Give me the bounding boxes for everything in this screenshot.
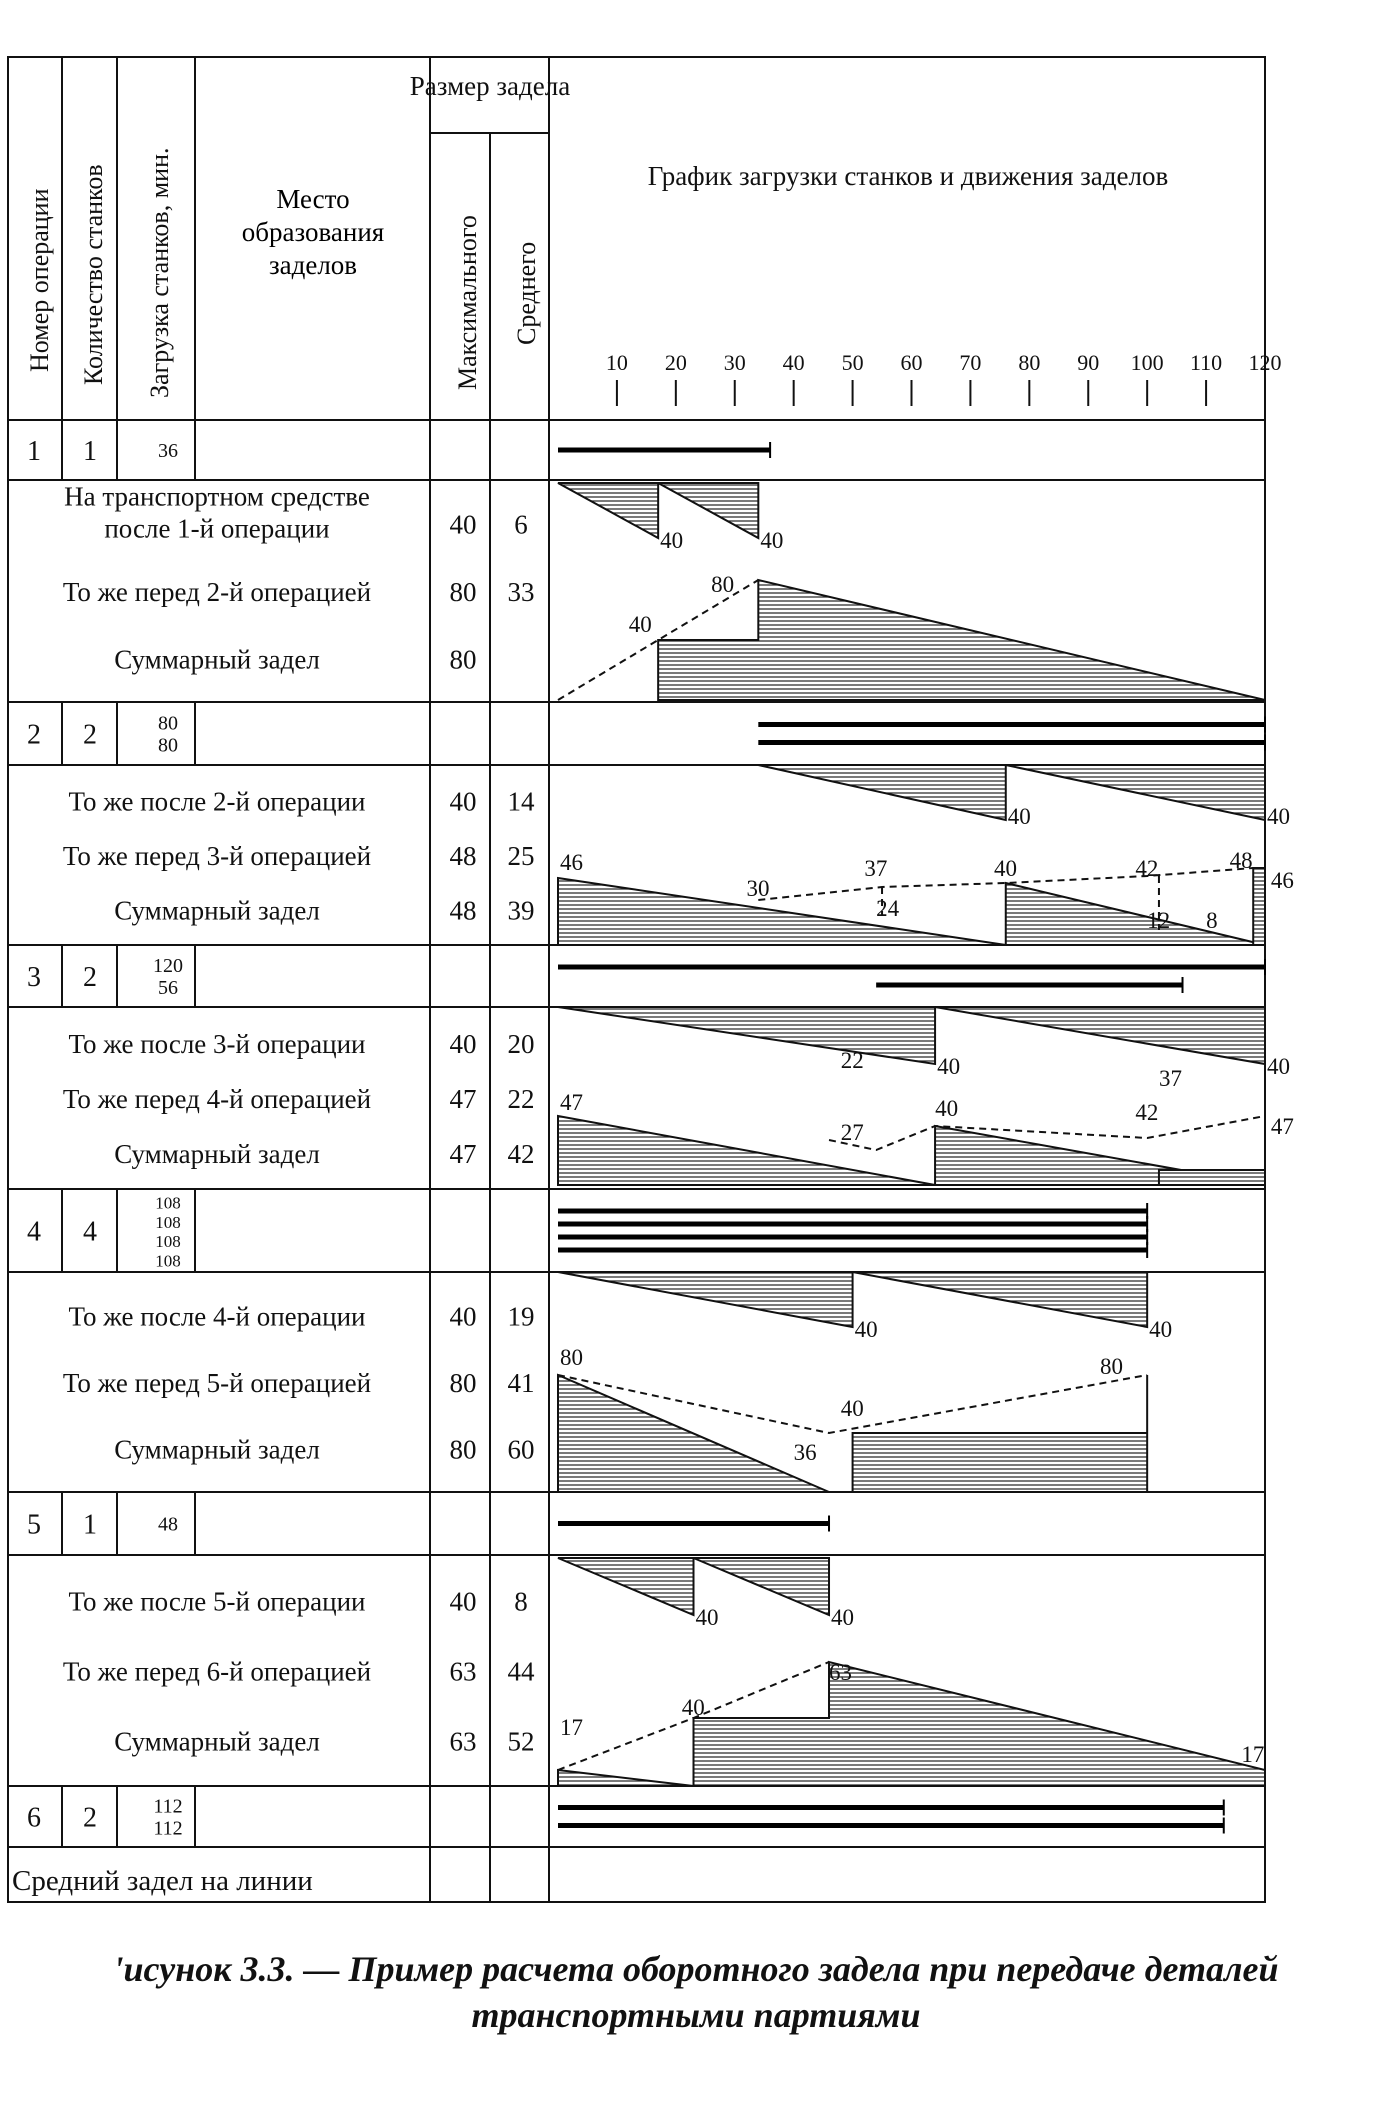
stock-value-label: 48 (1229, 848, 1253, 873)
stock-shape (935, 1007, 1265, 1064)
stock-value-label: 27 (840, 1120, 864, 1145)
stock-place: Суммарный задел (114, 1434, 320, 1465)
stock-place: Суммарный задел (114, 1139, 320, 1170)
stock-shape (558, 1007, 935, 1064)
tick-label: 10 (605, 350, 628, 375)
stock-place: То же перед 2-й операцией (62, 577, 372, 607)
stock-avg: 33 (507, 577, 535, 607)
stock-avg: 42 (507, 1139, 535, 1170)
stock-place: Суммарный задел (114, 644, 320, 675)
stock-shape (694, 1662, 1265, 1786)
stock-diagrams (558, 483, 1265, 1786)
tick-label: 30 (723, 350, 746, 375)
stock-shape (558, 1116, 935, 1185)
machine-load: 80 (158, 712, 178, 735)
header-count: Количество станков (79, 164, 108, 385)
stock-max: 40 (449, 509, 477, 540)
stock-max: 80 (449, 1434, 477, 1465)
stock-value-label: 40 (681, 1695, 705, 1720)
machine-count: 2 (83, 719, 97, 751)
stock-max: 40 (449, 1028, 477, 1059)
stock-value-label: 36 (793, 1440, 817, 1465)
stock-value-label: 80 (1100, 1354, 1124, 1379)
tick-label: 60 (900, 350, 923, 375)
caption-line-1: 'исунок 3.3. — Пример расчета оборотного задела при передаче деталей (113, 1949, 1279, 1989)
stock-value-label: 40 (1267, 804, 1290, 829)
stock-max: 63 (449, 1656, 477, 1687)
stock-value-label: 40 (935, 1096, 959, 1121)
operation-number: 3 (27, 962, 41, 993)
stock-shape (1006, 883, 1265, 945)
stock-shape (558, 878, 1006, 945)
tick-label: 70 (959, 350, 982, 375)
stock-value-label: 47 (560, 1090, 583, 1115)
machine-count: 2 (83, 962, 97, 993)
stock-value-label: 37 (864, 856, 888, 881)
stock-place: Суммарный задел (114, 1726, 320, 1757)
stock-value-label: 12 (1147, 908, 1171, 933)
stock-value-label: 80 (560, 1345, 583, 1370)
stock-max: 47 (449, 1139, 477, 1170)
stock-value-label: 80 (711, 572, 735, 597)
stock-avg: 22 (507, 1084, 535, 1114)
stock-shape (1253, 868, 1265, 945)
stock-value-label: 40 (628, 612, 652, 637)
header-size: Размер задела (409, 71, 571, 101)
stock-avg: 39 (507, 895, 535, 926)
stock-max: 80 (449, 577, 477, 607)
stock-place: То же перед 5-й операцией (62, 1368, 372, 1398)
stock-place: Суммарный задел (114, 895, 320, 926)
stock-value-label: 37 (1158, 1066, 1182, 1091)
stock-place: То же после 4-й операции (68, 1301, 366, 1332)
machine-count: 2 (83, 1802, 97, 1834)
machine-load: 108 (155, 1212, 181, 1232)
stock-max: 40 (449, 1301, 477, 1332)
stock-max: 47 (449, 1084, 477, 1114)
header-load: Загрузка станков, мин. (145, 147, 174, 398)
machine-load: 120 (153, 955, 183, 977)
time-axis (606, 350, 1282, 406)
header-chart: График загрузки станков и движения заделов (647, 161, 1169, 191)
stock-shape (853, 1272, 1148, 1327)
stock-shape (558, 1770, 694, 1786)
stock-shape (758, 765, 1005, 820)
stock-avg: 44 (507, 1656, 535, 1687)
stock-value-label: 40 (695, 1605, 719, 1630)
stock-max: 80 (449, 1368, 477, 1398)
tick-label: 20 (664, 350, 687, 375)
stock-place: То же перед 3-й операцией (62, 841, 372, 871)
stock-value-label: 40 (1149, 1317, 1173, 1342)
stock-shape (853, 1375, 1148, 1492)
stock-value-label: 42 (1135, 1100, 1159, 1125)
stock-value-label: 40 (660, 528, 684, 553)
stock-value-label: 40 (937, 1054, 961, 1079)
stock-value-label: 47 (1270, 1114, 1294, 1139)
machine-load: 108 (155, 1193, 181, 1213)
header-avg: Среднего (512, 241, 541, 345)
tick-label: 120 (1248, 350, 1282, 375)
machine-load: 80 (158, 734, 178, 757)
stock-shape (558, 483, 658, 538)
stock-avg: 14 (507, 786, 535, 817)
machine-load: 56 (158, 977, 178, 999)
stock-value-label: 40 (854, 1317, 878, 1342)
stock-max: 40 (449, 1586, 477, 1617)
stock-value-label: 40 (993, 856, 1017, 881)
stock-value-label: 40 (760, 528, 784, 553)
header-max: Максимального (453, 215, 482, 390)
stock-max: 48 (449, 895, 477, 926)
operation-number: 2 (27, 719, 41, 751)
stock-place: На транспортном средстве (64, 481, 370, 512)
stock-avg: 25 (507, 841, 535, 871)
header-place: Место образования заделов (241, 184, 385, 280)
operation-number: 6 (27, 1802, 41, 1834)
stock-max: 40 (449, 786, 477, 817)
stock-value-label: 30 (746, 876, 770, 901)
stock-avg: 19 (507, 1301, 535, 1332)
stock-avg: 60 (507, 1434, 535, 1465)
stock-place: То же перед 4-й операцией (62, 1084, 372, 1114)
tick-label: 80 (1018, 350, 1041, 375)
table-frame (8, 57, 1265, 1902)
stock-value-label: 46 (1270, 868, 1294, 893)
machine-load: 112 (153, 1817, 183, 1840)
stock-max: 48 (449, 841, 477, 871)
stock-place: То же после 3-й операции (68, 1028, 366, 1059)
stock-max: 63 (449, 1726, 477, 1757)
machine-load: 108 (155, 1251, 181, 1271)
stock-max: 80 (449, 644, 477, 675)
stock-value-label: 22 (840, 1048, 864, 1073)
tick-label: 40 (782, 350, 805, 375)
stock-value-label: 17 (560, 1715, 583, 1740)
stock-place: после 1-й операции (104, 513, 330, 544)
stock-avg: 20 (507, 1028, 535, 1059)
stock-shape (558, 1272, 853, 1327)
machine-count: 4 (83, 1216, 97, 1248)
stock-place: То же перед 6-й операцией (62, 1656, 372, 1687)
stock-value-label: 24 (876, 896, 900, 921)
footer-label: Средний задел на линии (12, 1865, 313, 1897)
stock-avg: 8 (514, 1586, 528, 1617)
stock-value-label: 8 (1206, 908, 1218, 933)
stock-shape (1159, 1170, 1265, 1185)
stock-value-label: 63 (829, 1660, 853, 1685)
tick-label: 50 (841, 350, 864, 375)
stock-shape (658, 580, 1265, 700)
stock-value-label: 46 (560, 850, 583, 875)
machine-count: 1 (83, 436, 97, 467)
stock-value-label: 40 (831, 1605, 855, 1630)
stock-shape (558, 1558, 694, 1615)
tick-label: 90 (1077, 350, 1100, 375)
stock-trend (829, 1116, 1265, 1150)
table-text (12, 436, 535, 1897)
stock-avg: 6 (514, 509, 528, 540)
stock-shape (1006, 765, 1265, 820)
caption-line-2: транспортными партиями (471, 1995, 921, 2035)
stock-avg: 41 (507, 1368, 535, 1398)
machine-load: 112 (153, 1795, 183, 1818)
machine-load: 108 (155, 1232, 181, 1252)
stock-value-label: 40 (1007, 804, 1031, 829)
stock-value-label: 42 (1135, 856, 1159, 881)
tick-label: 100 (1130, 350, 1164, 375)
stock-place: То же после 2-й операции (68, 786, 366, 817)
header-op: Номер операции (25, 188, 54, 372)
machine-load: 36 (158, 440, 178, 462)
tick-label: 110 (1189, 350, 1223, 375)
stock-value-label: 40 (840, 1396, 864, 1421)
stock-value-label: 40 (1267, 1054, 1290, 1079)
operation-number: 4 (27, 1216, 41, 1248)
stock-place: То же после 5-й операции (68, 1586, 366, 1617)
operation-number: 5 (27, 1509, 41, 1541)
machine-load: 48 (158, 1513, 178, 1536)
stock-value-label: 17 (1241, 1742, 1265, 1767)
operation-number: 1 (27, 436, 41, 467)
stock-shape (558, 1375, 829, 1492)
stock-avg: 52 (507, 1726, 535, 1757)
machine-count: 1 (83, 1509, 97, 1541)
